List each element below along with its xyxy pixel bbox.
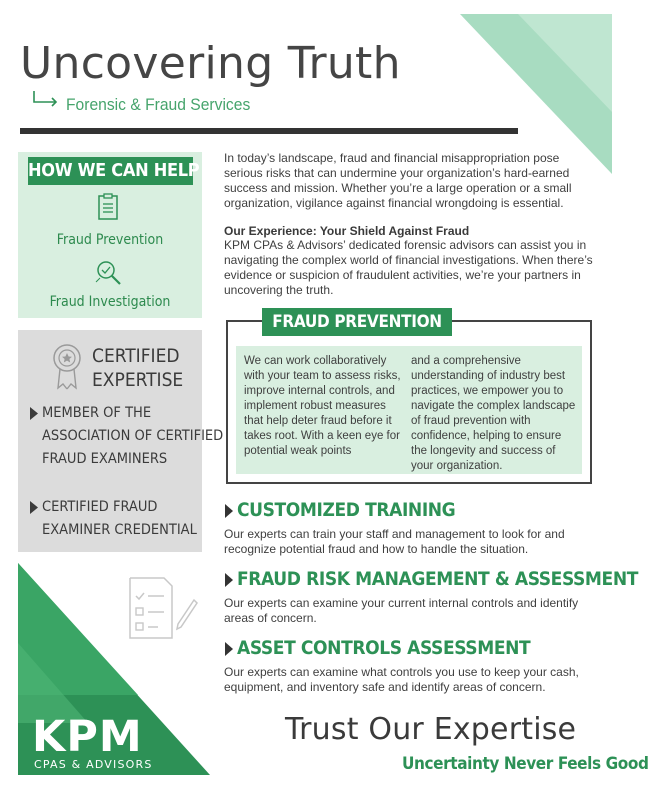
service-body-training: Our experts can train your staff and management to look for and recognize potential fraud and how to handle the situation. bbox=[224, 527, 565, 556]
bullet-arrow-icon bbox=[29, 501, 38, 514]
header-divider bbox=[20, 128, 518, 134]
bullet-arrow-icon bbox=[224, 642, 233, 656]
service-title-asset-controls: ASSET CONTROLS ASSESSMENT bbox=[237, 637, 531, 659]
credential-item: MEMBER OF THE ASSOCIATION OF CERTIFIED FRAUD EXAMINERS bbox=[42, 405, 224, 467]
clipboard-icon bbox=[97, 193, 119, 221]
help-item-fraud-investigation: Fraud Investigation bbox=[49, 294, 171, 310]
experience-paragraph: KPM CPAs & Advisors’ dedicated forensic advisors can assist you in navigating the complex world of financial investigations. When there’s evidence or suspicion of fraudulent activities, we’re your partners in uncovering the truth. bbox=[224, 238, 593, 297]
certified-expertise-title: CERTIFIED EXPERTISE bbox=[92, 345, 184, 391]
fraud-prevention-heading: FRAUD PREVENTION bbox=[262, 308, 452, 336]
elbow-arrow-icon bbox=[30, 89, 60, 109]
fraud-prevention-column-1: We can work collaboratively with your team to assess risks, improve internal controls, and implement robust measures that help deter fraud before it takes root. With a keen eye for potential weak points bbox=[244, 355, 401, 457]
experience-heading: Our Experience: Your Shield Against Fraud bbox=[224, 224, 470, 238]
footer-tagline: Uncertainty Never Feels Good bbox=[402, 754, 649, 774]
service-body-asset-controls: Our experts can examine what controls you use to keep your cash, equipment, and inventory safe and identify areas of concern. bbox=[224, 665, 579, 694]
page-title: Uncovering Truth bbox=[20, 38, 401, 89]
bullet-arrow-icon bbox=[224, 573, 233, 587]
intro-paragraph: In today’s landscape, fraud and financial misappropriation pose serious risks that can undermine your organization’s hard-earned success and mission. Whether you’re a large operation or a small organization, vigilance against financial wrongdoing is essential. bbox=[224, 151, 572, 210]
service-title-risk-management: FRAUD RISK MANAGEMENT & ASSESSMENT bbox=[237, 568, 638, 590]
help-item-fraud-prevention: Fraud Prevention bbox=[56, 232, 164, 248]
checklist-icon bbox=[126, 576, 198, 640]
bullet-arrow-icon bbox=[29, 407, 38, 420]
logo-tagline: CPAS & ADVISORS bbox=[34, 758, 153, 771]
service-title-training: CUSTOMIZED TRAINING bbox=[237, 499, 456, 521]
how-we-can-help-heading: HOW WE CAN HELP bbox=[28, 157, 193, 185]
service-body-risk-management: Our experts can examine your current internal controls and identify areas of concern. bbox=[224, 596, 579, 625]
credential-item: CERTIFIED FRAUD EXAMINER CREDENTIAL bbox=[42, 499, 197, 538]
medal-icon bbox=[50, 342, 84, 390]
fraud-prevention-column-2: and a comprehensive understanding of industry best practices, we empower you to navigate the complex landscape of fraud prevention with confidence, helping to ensure the longevity and success of your organization. bbox=[411, 355, 576, 472]
magnifier-icon bbox=[94, 258, 124, 288]
bullet-arrow-icon bbox=[224, 504, 233, 518]
logo-wordmark: KPM bbox=[32, 712, 143, 762]
corner-decoration bbox=[460, 14, 612, 174]
page-subtitle: Forensic & Fraud Services bbox=[66, 95, 251, 114]
trust-heading: Trust Our Expertise bbox=[285, 712, 577, 747]
